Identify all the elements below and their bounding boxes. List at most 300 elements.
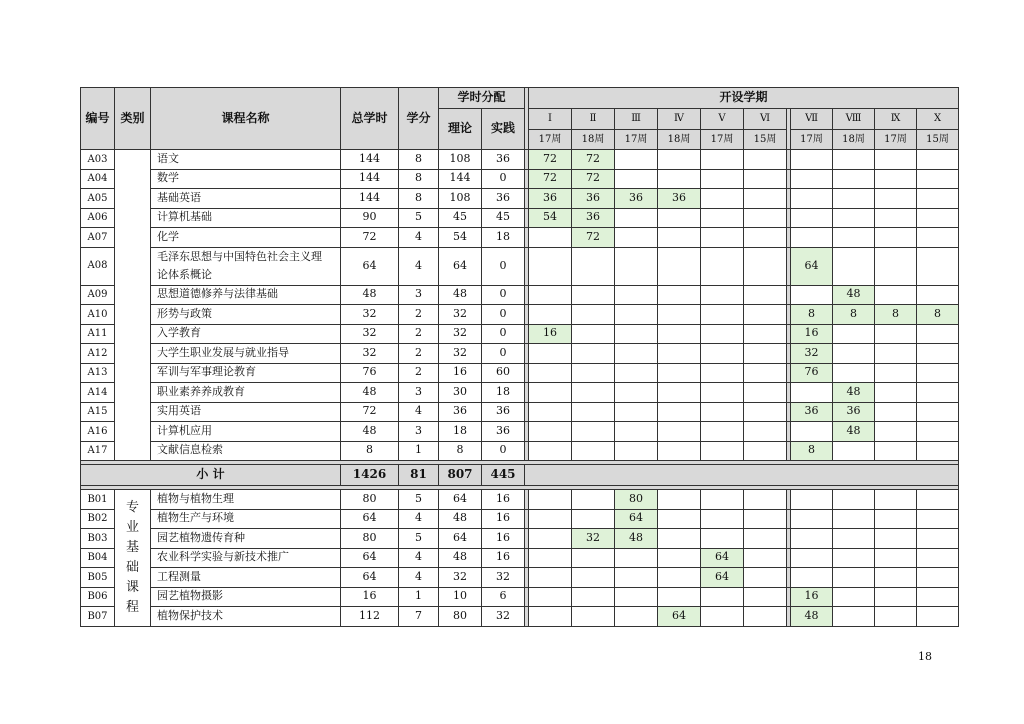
semester-hours [658, 383, 701, 403]
credits: 2 [399, 305, 439, 325]
theory-hours: 108 [439, 150, 482, 170]
semester-hours [875, 529, 917, 549]
semester-hours [572, 607, 615, 627]
theory-hours: 45 [439, 208, 482, 228]
semester-hours [744, 441, 787, 461]
header-weeks: 17周 [701, 130, 744, 150]
table-row [81, 402, 959, 422]
header-semester: Ⅰ [529, 109, 572, 130]
semester-hours [744, 509, 787, 529]
credits: 4 [399, 247, 439, 285]
semester-hours: 16 [791, 587, 833, 607]
semester-hours [917, 490, 959, 510]
semester-hours [791, 529, 833, 549]
header-weeks: 17周 [875, 130, 917, 150]
semester-hours [701, 169, 744, 189]
semester-hours [572, 363, 615, 383]
semester-hours [875, 587, 917, 607]
course-name: 植物生产与环境 [151, 509, 341, 529]
header-weeks: 18周 [833, 130, 875, 150]
course-category [115, 150, 151, 461]
table-row [81, 529, 959, 549]
semester-hours [744, 324, 787, 344]
semester-hours [701, 208, 744, 228]
header-total-hours: 总学时 [341, 88, 399, 150]
semester-hours: 16 [529, 324, 572, 344]
course-name: 计算机应用 [151, 422, 341, 442]
semester-hours [529, 305, 572, 325]
semester-hours [658, 548, 701, 568]
semester-hours [701, 285, 744, 305]
semester-hours [529, 422, 572, 442]
semester-hours [744, 383, 787, 403]
credits: 3 [399, 285, 439, 305]
semester-hours [658, 150, 701, 170]
semester-hours [917, 228, 959, 248]
table-row [81, 490, 959, 510]
semester-hours: 8 [875, 305, 917, 325]
table-row [81, 363, 959, 383]
semester-hours: 8 [791, 305, 833, 325]
curriculum-table [80, 87, 959, 627]
theory-hours: 48 [439, 548, 482, 568]
subtotal-row [81, 465, 959, 486]
course-code: A12 [81, 344, 115, 364]
course-code: B03 [81, 529, 115, 549]
semester-hours [833, 208, 875, 228]
semester-hours [833, 441, 875, 461]
semester-hours [917, 607, 959, 627]
semester-hours [833, 189, 875, 209]
semester-hours [701, 607, 744, 627]
credits: 4 [399, 228, 439, 248]
course-code: A10 [81, 305, 115, 325]
course-name: 基础英语 [151, 189, 341, 209]
semester-hours [875, 441, 917, 461]
semester-hours [615, 305, 658, 325]
semester-hours [917, 548, 959, 568]
semester-hours: 72 [572, 169, 615, 189]
semester-hours [875, 490, 917, 510]
practice-hours: 0 [482, 285, 525, 305]
semester-hours [917, 344, 959, 364]
table-row [81, 169, 959, 189]
theory-hours: 144 [439, 169, 482, 189]
credits: 3 [399, 383, 439, 403]
semester-hours [744, 285, 787, 305]
semester-hours [833, 490, 875, 510]
semester-hours [791, 383, 833, 403]
header-practice: 实践 [482, 109, 525, 150]
header-semester: Ⅹ [917, 109, 959, 130]
page-number: 18 [918, 650, 932, 663]
semester-hours [572, 490, 615, 510]
semester-hours: 64 [791, 247, 833, 285]
credits: 4 [399, 568, 439, 588]
category-char: 课 [125, 579, 139, 595]
semester-hours [744, 189, 787, 209]
credits: 1 [399, 587, 439, 607]
course-name: 植物与植物生理 [151, 490, 341, 510]
course-name: 入学教育 [151, 324, 341, 344]
semester-hours: 48 [833, 422, 875, 442]
semester-hours [875, 509, 917, 529]
header-hour-allocation: 学时分配 [439, 88, 525, 109]
semester-hours [572, 285, 615, 305]
course-name: 植物保护技术 [151, 607, 341, 627]
semester-hours [658, 208, 701, 228]
practice-hours: 0 [482, 324, 525, 344]
semester-hours [572, 324, 615, 344]
header-weeks: 17周 [791, 130, 833, 150]
semester-hours [529, 285, 572, 305]
course-code: A11 [81, 324, 115, 344]
header-semester: Ⅴ [701, 109, 744, 130]
course-code: A13 [81, 363, 115, 383]
table-row [81, 189, 959, 209]
total-hours: 64 [341, 509, 399, 529]
course-name: 形势与政策 [151, 305, 341, 325]
semester-hours [917, 189, 959, 209]
practice-hours: 0 [482, 441, 525, 461]
semester-hours [615, 228, 658, 248]
semester-hours [744, 150, 787, 170]
theory-hours: 64 [439, 490, 482, 510]
semester-hours [791, 548, 833, 568]
practice-hours: 45 [482, 208, 525, 228]
semester-hours: 72 [572, 228, 615, 248]
semester-hours: 72 [529, 169, 572, 189]
course-name: 农业科学实验与新技术推广 [151, 548, 341, 568]
table-row [81, 568, 959, 588]
course-code: A03 [81, 150, 115, 170]
course-name: 思想道德修养与法律基础 [151, 285, 341, 305]
semester-hours [744, 169, 787, 189]
semester-hours [791, 422, 833, 442]
table-row [81, 383, 959, 403]
semester-hours [572, 509, 615, 529]
practice-hours: 36 [482, 402, 525, 422]
course-name [151, 247, 341, 285]
credits: 2 [399, 363, 439, 383]
semester-hours [615, 568, 658, 588]
course-code: A07 [81, 228, 115, 248]
semester-hours [917, 285, 959, 305]
semester-hours [875, 402, 917, 422]
course-name: 语文 [151, 150, 341, 170]
practice-hours: 16 [482, 548, 525, 568]
table-row [81, 344, 959, 364]
theory-hours: 10 [439, 587, 482, 607]
semester-hours [529, 490, 572, 510]
semester-hours [917, 441, 959, 461]
semester-hours: 72 [529, 150, 572, 170]
subtotal-label: 小 计 [81, 465, 341, 486]
semester-hours [615, 344, 658, 364]
semester-hours [791, 490, 833, 510]
course-name: 园艺植物摄影 [151, 587, 341, 607]
semester-hours [615, 607, 658, 627]
subtotal-credits: 81 [399, 465, 439, 486]
semester-hours [875, 422, 917, 442]
course-code: A08 [81, 247, 115, 285]
semester-hours [917, 324, 959, 344]
semester-hours: 48 [615, 529, 658, 549]
credits: 5 [399, 208, 439, 228]
theory-hours: 16 [439, 363, 482, 383]
semester-hours [658, 228, 701, 248]
semester-hours [701, 363, 744, 383]
header-semester: Ⅲ [615, 109, 658, 130]
semester-hours [658, 324, 701, 344]
semester-hours [658, 490, 701, 510]
credits: 4 [399, 548, 439, 568]
semester-hours [701, 402, 744, 422]
semester-hours [658, 509, 701, 529]
practice-hours: 16 [482, 529, 525, 549]
semester-hours [917, 383, 959, 403]
semester-hours [615, 402, 658, 422]
semester-hours [917, 169, 959, 189]
practice-hours: 36 [482, 189, 525, 209]
practice-hours: 16 [482, 490, 525, 510]
table-row [81, 305, 959, 325]
semester-hours [833, 169, 875, 189]
subtotal-theory: 807 [439, 465, 482, 486]
course-name-line: 毛泽东思想与中国特色社会主义理 [157, 250, 322, 263]
semester-hours [875, 247, 917, 285]
semester-hours [615, 363, 658, 383]
semester-hours: 32 [791, 344, 833, 364]
semester-hours [615, 285, 658, 305]
header-semester: Ⅵ [744, 109, 787, 130]
subtotal-semester-gap [525, 465, 959, 486]
section-a-body [81, 150, 959, 461]
semester-hours [875, 383, 917, 403]
table-row [81, 441, 959, 461]
semester-hours [917, 529, 959, 549]
semester-hours [658, 285, 701, 305]
theory-hours: 32 [439, 305, 482, 325]
credits: 8 [399, 169, 439, 189]
practice-hours: 0 [482, 247, 525, 285]
semester-hours: 64 [615, 509, 658, 529]
semester-hours [529, 402, 572, 422]
semester-hours [744, 422, 787, 442]
semester-hours [701, 305, 744, 325]
total-hours: 144 [341, 169, 399, 189]
theory-hours: 30 [439, 383, 482, 403]
semester-hours: 8 [833, 305, 875, 325]
semester-hours [744, 490, 787, 510]
total-hours: 32 [341, 344, 399, 364]
header-theory: 理论 [439, 109, 482, 150]
theory-hours: 108 [439, 189, 482, 209]
practice-hours: 60 [482, 363, 525, 383]
semester-hours [529, 568, 572, 588]
semester-hours: 48 [833, 285, 875, 305]
semester-hours [615, 422, 658, 442]
semester-hours [875, 607, 917, 627]
theory-hours: 54 [439, 228, 482, 248]
practice-hours: 36 [482, 150, 525, 170]
semester-hours [791, 208, 833, 228]
table-row [81, 587, 959, 607]
course-code: B02 [81, 509, 115, 529]
semester-hours [658, 402, 701, 422]
semester-hours [529, 344, 572, 364]
practice-hours: 18 [482, 383, 525, 403]
table-row [81, 422, 959, 442]
course-code: B04 [81, 548, 115, 568]
semester-hours [572, 402, 615, 422]
table-row [81, 509, 959, 529]
semester-hours [658, 587, 701, 607]
semester-hours [917, 509, 959, 529]
semester-hours [833, 363, 875, 383]
total-hours: 144 [341, 150, 399, 170]
semester-hours [744, 587, 787, 607]
course-code: A04 [81, 169, 115, 189]
theory-hours: 32 [439, 324, 482, 344]
semester-hours [572, 383, 615, 403]
course-code: A14 [81, 383, 115, 403]
course-category [115, 490, 151, 627]
semester-hours [917, 150, 959, 170]
total-hours: 16 [341, 587, 399, 607]
total-hours: 8 [341, 441, 399, 461]
total-hours: 112 [341, 607, 399, 627]
practice-hours: 18 [482, 228, 525, 248]
category-char: 础 [125, 559, 139, 575]
semester-hours [875, 285, 917, 305]
header-weeks: 15周 [744, 130, 787, 150]
semester-hours [833, 587, 875, 607]
semester-hours: 36 [572, 208, 615, 228]
credits: 8 [399, 189, 439, 209]
header-semester: Ⅶ [791, 109, 833, 130]
semester-hours: 54 [529, 208, 572, 228]
semester-hours: 32 [572, 529, 615, 549]
semester-hours: 36 [529, 189, 572, 209]
total-hours: 72 [341, 228, 399, 248]
table-row [81, 208, 959, 228]
semester-hours [658, 529, 701, 549]
semester-hours [875, 568, 917, 588]
course-name: 文献信息检索 [151, 441, 341, 461]
semester-hours [572, 441, 615, 461]
course-name: 职业素养养成教育 [151, 383, 341, 403]
semester-hours [875, 208, 917, 228]
total-hours: 32 [341, 324, 399, 344]
course-name: 工程测量 [151, 568, 341, 588]
theory-hours: 48 [439, 285, 482, 305]
total-hours: 80 [341, 490, 399, 510]
table-row [81, 548, 959, 568]
course-code: A15 [81, 402, 115, 422]
semester-hours [658, 441, 701, 461]
course-name-line: 论体系概论 [157, 268, 212, 281]
total-hours: 64 [341, 568, 399, 588]
semester-hours: 8 [917, 305, 959, 325]
semester-hours: 72 [572, 150, 615, 170]
total-hours: 64 [341, 247, 399, 285]
semester-hours [791, 189, 833, 209]
semester-hours [833, 529, 875, 549]
semester-hours [833, 568, 875, 588]
semester-hours [529, 548, 572, 568]
credits: 5 [399, 490, 439, 510]
semester-hours [917, 587, 959, 607]
theory-hours: 36 [439, 402, 482, 422]
semester-hours [875, 169, 917, 189]
semester-hours [658, 247, 701, 285]
course-name: 园艺植物遗传育种 [151, 529, 341, 549]
semester-hours [875, 228, 917, 248]
semester-hours [791, 150, 833, 170]
total-hours: 90 [341, 208, 399, 228]
semester-hours [701, 189, 744, 209]
semester-hours [833, 344, 875, 364]
semester-hours [744, 247, 787, 285]
total-hours: 48 [341, 383, 399, 403]
semester-hours [529, 509, 572, 529]
semester-hours [615, 441, 658, 461]
credits: 5 [399, 529, 439, 549]
category-char: 程 [125, 599, 139, 615]
semester-hours [833, 548, 875, 568]
practice-hours: 16 [482, 509, 525, 529]
total-hours: 80 [341, 529, 399, 549]
semester-hours [833, 324, 875, 344]
semester-hours: 64 [658, 607, 701, 627]
header-semester: Ⅱ [572, 109, 615, 130]
header-weeks: 17周 [615, 130, 658, 150]
total-hours: 64 [341, 548, 399, 568]
semester-hours [529, 363, 572, 383]
semester-hours [529, 383, 572, 403]
semester-hours [744, 363, 787, 383]
semester-hours [744, 402, 787, 422]
semester-hours [791, 169, 833, 189]
course-name: 数学 [151, 169, 341, 189]
semester-hours [875, 548, 917, 568]
semester-hours [572, 587, 615, 607]
semester-hours: 36 [833, 402, 875, 422]
semester-hours [791, 568, 833, 588]
total-hours: 144 [341, 189, 399, 209]
semester-hours [529, 228, 572, 248]
semester-hours: 36 [791, 402, 833, 422]
semester-hours [875, 363, 917, 383]
semester-hours [833, 607, 875, 627]
semester-hours [701, 383, 744, 403]
course-code: B05 [81, 568, 115, 588]
semester-hours [744, 529, 787, 549]
course-code: A17 [81, 441, 115, 461]
semester-hours: 8 [791, 441, 833, 461]
header-weeks: 15周 [917, 130, 959, 150]
semester-hours [917, 568, 959, 588]
semester-hours [658, 305, 701, 325]
total-hours: 72 [341, 402, 399, 422]
semester-hours [744, 548, 787, 568]
practice-hours: 32 [482, 568, 525, 588]
semester-hours [572, 247, 615, 285]
theory-hours: 48 [439, 509, 482, 529]
semester-hours [917, 363, 959, 383]
semester-hours [701, 490, 744, 510]
